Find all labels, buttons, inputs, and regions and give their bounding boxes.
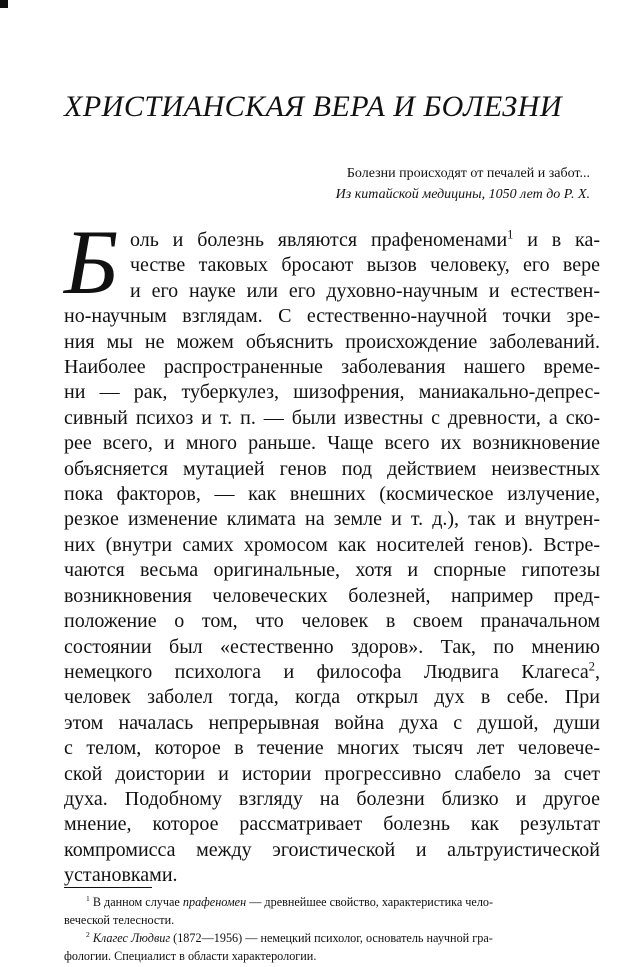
- footnote-marker: 1: [86, 893, 90, 903]
- body-line: пока факторов, — как внешних (космическое излучение,: [64, 483, 600, 506]
- footnote-ref: 2: [588, 659, 595, 674]
- body-line: ской доистории и истории прогрессивно слабело за счет: [64, 762, 600, 785]
- body-line: оль и болезнь являются прафеноменами$^1$ и в ка-: [130, 227, 600, 251]
- page-title: ХРИСТИАНСКАЯ ВЕРА И БОЛЕЗНИ: [64, 90, 562, 123]
- body-line: состоянии был «естественно здоров». Так, по мнению: [64, 635, 600, 658]
- body-line: чаются весьма оригинальные, хотя и спорные гипотезы: [64, 559, 600, 582]
- footnote-1-cont: веческой телесности.: [64, 913, 175, 927]
- body-line: мнение, которое рассматривает болезнь как результат: [64, 813, 600, 836]
- footnote-2-cont: фологии. Специалист в области характерологии.: [64, 949, 317, 963]
- body-line: резкое изменение климата на земле и т. д.), так и внутрен-: [64, 508, 600, 531]
- body-line: них (внутри самих хромосом как носителей генов). Встре-: [64, 533, 600, 556]
- body-line: честве таковых бросают вызов человеку, его вере: [130, 254, 600, 277]
- body-line: рее всего, и много раньше. Чаще всего их возникновение: [64, 432, 600, 455]
- footnote-marker: 2: [86, 929, 90, 939]
- epigraph-quote: Болезни происходят от печалей и забот...: [346, 166, 590, 181]
- body-line: возникновения человеческих болезней, например пред-: [64, 584, 600, 607]
- footnotes: [64, 893, 604, 965]
- drop-cap: Б: [64, 211, 119, 313]
- body-text: [64, 228, 600, 889]
- corner-scan-mark: [0, 0, 8, 8]
- body-line: компромисса между эгоистической и альтруистической: [64, 838, 600, 861]
- body-line: немецкого психолога и философа Людвига Клагеса$^2$,: [64, 659, 600, 683]
- body-line: человек заболел тогда, когда открыл дух в себе. При: [64, 686, 600, 709]
- footnote-2: $^2$ Клагес Людвиг (1872—1956) — немецкий психолог, основатель научной гра-: [86, 929, 493, 945]
- body-line: с телом, которое в течение многих тысяч лет человече-: [64, 737, 600, 760]
- body-line: духа. Подобному взгляду на болезни близко и другое: [64, 787, 600, 810]
- body-line: установками.: [64, 864, 178, 887]
- epigraph-source: Из китайской медицины, 1050 лет до Р. Х.: [335, 187, 590, 202]
- body-line: ни — рак, туберкулез, шизофрения, маниакально-депрес-: [64, 381, 600, 404]
- body-line: этом началась непрерывная война духа с душой, души: [64, 711, 600, 734]
- body-line: и его науке или его духовно-научным и естествен-: [130, 279, 600, 302]
- footnote-divider: [64, 887, 152, 888]
- footnote-1: $^1$ В данном случае прафеномен — древнейшее свойство, характеристика чело-: [86, 893, 494, 909]
- footnote-ref: 1: [507, 227, 514, 242]
- epigraph: [210, 163, 590, 205]
- body-line: объясняется мутацией генов под действием неизвестных: [64, 457, 600, 480]
- body-line: ния мы не можем объяснить происхождение заболеваний.: [64, 330, 600, 353]
- body-line: но-научным взглядам. С естественно-научной точки зре-: [64, 305, 600, 328]
- body-line: Наиболее распространенные заболевания нашего време-: [64, 356, 600, 379]
- body-line: положение о том, что человек в своем праначальном: [64, 610, 600, 633]
- body-line: сивный психоз и т. п. — были известны с древности, а ско-: [64, 406, 600, 429]
